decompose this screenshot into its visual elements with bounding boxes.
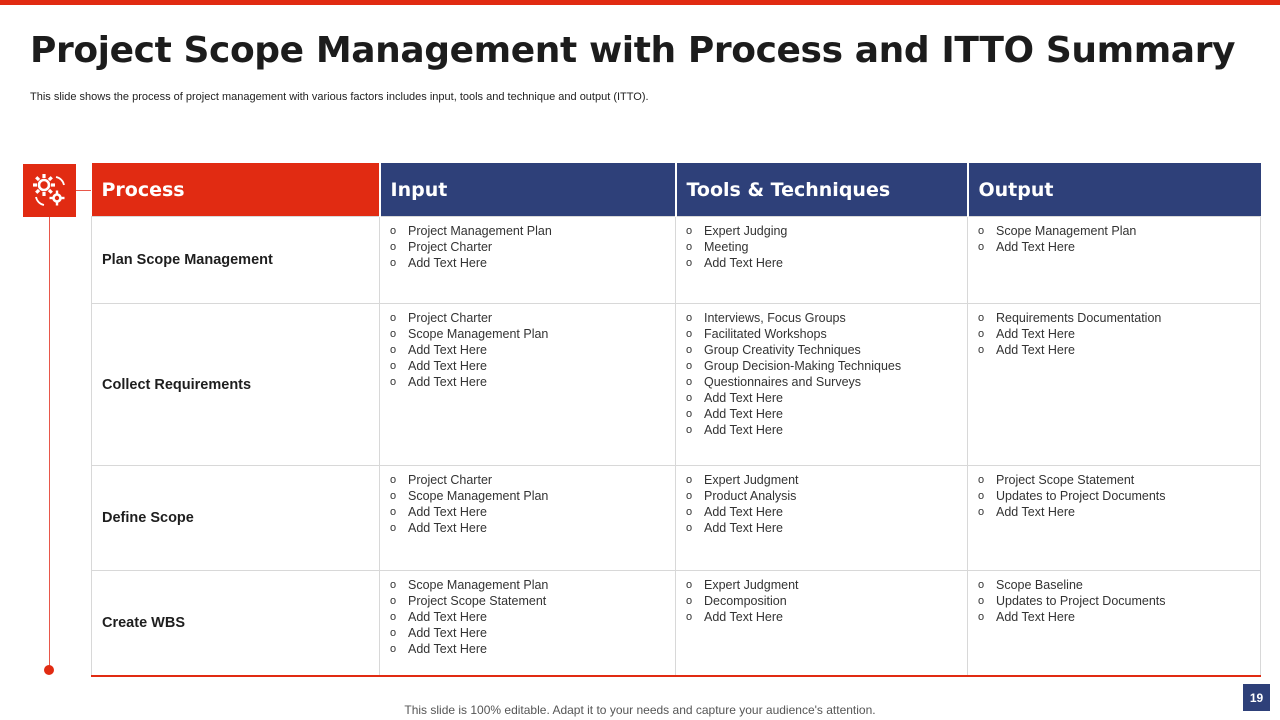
list-item: o Interviews, Focus Groups [686,310,959,326]
header-output: Output [968,163,1261,217]
list-item: o Project Scope Statement [978,472,1252,488]
list-item: o Decomposition [686,593,959,609]
list-item: o Project Scope Statement [390,593,667,609]
list-item: o Group Decision-Making Techniques [686,358,959,374]
timeline-line [49,217,50,669]
list-item: o Requirements Documentation [978,310,1252,326]
list-item: o Add Text Here [686,255,959,271]
list-item: o Add Text Here [686,406,959,422]
output-cell [968,571,1261,676]
list-item: o Add Text Here [978,239,1252,255]
process-name: Create WBS [92,571,380,676]
list-item: o Add Text Here [978,609,1252,625]
list-item: o Expert Judgment [686,577,959,593]
timeline-connector [76,190,91,191]
header-input: Input [380,163,676,217]
list-item: o Updates to Project Documents [978,488,1252,504]
list-item: o Add Text Here [686,609,959,625]
list-item: o Project Management Plan [390,223,667,239]
slide-title: Project Scope Management with Process and ITTO Summary [30,30,1236,71]
list-item: o Product Analysis [686,488,959,504]
table-row [92,304,1261,466]
list-item: o Add Text Here [978,342,1252,358]
timeline-dot [44,665,54,675]
table-row [92,217,1261,304]
table-row [92,466,1261,571]
itto-table [91,163,1261,677]
list-item: o Scope Management Plan [978,223,1252,239]
list-item: o Expert Judgment [686,472,959,488]
list-item: o Add Text Here [390,342,667,358]
page-number: 19 [1243,684,1270,711]
output-cell [968,466,1261,571]
tools-cell [676,217,968,304]
list-item: o Questionnaires and Surveys [686,374,959,390]
tools-cell [676,571,968,676]
list-item: o Add Text Here [686,390,959,406]
process-name: Collect Requirements [92,304,380,466]
header-process: Process [92,163,380,217]
list-item: o Project Charter [390,310,667,326]
tools-cell [676,304,968,466]
list-item: o Updates to Project Documents [978,593,1252,609]
list-item: o Add Text Here [390,358,667,374]
list-item: o Meeting [686,239,959,255]
slide-subtitle: This slide shows the process of project management with various factors includes input, tools and technique and output (ITTO). [30,91,649,103]
footer-note: This slide is 100% editable. Adapt it to your needs and capture your audience's attention. [404,703,876,717]
top-accent-bar [0,0,1280,5]
list-item: o Group Creativity Techniques [686,342,959,358]
list-item: o Add Text Here [686,504,959,520]
list-item: o Scope Management Plan [390,488,667,504]
list-item: o Scope Baseline [978,577,1252,593]
list-item: o Add Text Here [686,520,959,536]
input-cell [380,304,676,466]
input-cell [380,217,676,304]
table-header-row [92,163,1261,217]
header-tools-techniques: Tools & Techniques [676,163,968,217]
output-cell [968,304,1261,466]
list-item: o Add Text Here [390,255,667,271]
list-item: o Add Text Here [978,504,1252,520]
list-item: o Scope Management Plan [390,326,667,342]
list-item: o Add Text Here [390,374,667,390]
input-cell [380,466,676,571]
list-item: o Add Text Here [390,520,667,536]
list-item: o Add Text Here [390,625,667,641]
output-cell [968,217,1261,304]
tools-cell [676,466,968,571]
list-item: o Add Text Here [978,326,1252,342]
list-item: o Scope Management Plan [390,577,667,593]
list-item: o Project Charter [390,472,667,488]
gears-icon [29,170,71,212]
list-item: o Add Text Here [390,504,667,520]
list-item: o Facilitated Workshops [686,326,959,342]
gears-icon-box [23,164,76,217]
list-item: o Add Text Here [390,609,667,625]
process-name: Define Scope [92,466,380,571]
table-row [92,571,1261,676]
list-item: o Add Text Here [390,641,667,657]
input-cell [380,571,676,676]
list-item: o Add Text Here [686,422,959,438]
list-item: o Project Charter [390,239,667,255]
list-item: o Expert Judging [686,223,959,239]
process-name: Plan Scope Management [92,217,380,304]
